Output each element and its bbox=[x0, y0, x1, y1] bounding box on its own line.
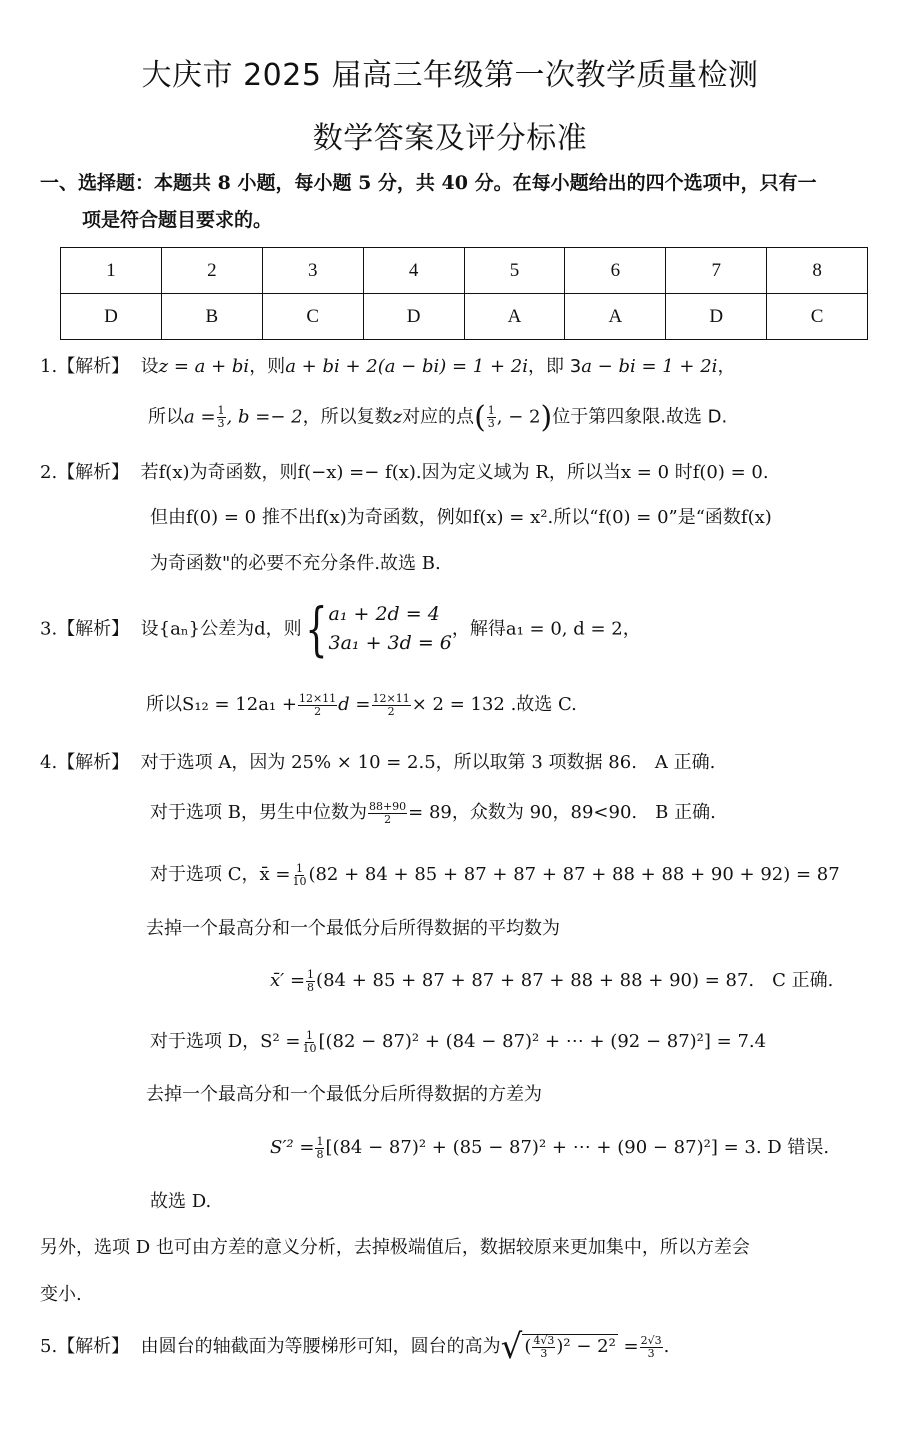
text: ，所以复数 bbox=[302, 406, 393, 428]
analysis-tag: 【解析】 bbox=[57, 356, 130, 377]
radicand bbox=[522, 1334, 617, 1359]
answer-cell: C bbox=[767, 294, 868, 340]
denominator: 3 bbox=[487, 417, 495, 430]
math-expr: z bbox=[392, 406, 403, 428]
question-number-cell: 5 bbox=[464, 248, 565, 294]
denominator: 8 bbox=[307, 980, 315, 994]
solution-2-line-2: 但由f(0) = 0 推不出f(x)为奇函数，例如f(x) = x².所以“f(0) = 0”是“函数f(x) bbox=[150, 507, 772, 528]
equation-system bbox=[329, 600, 452, 659]
solution-2-line-1 bbox=[40, 458, 769, 484]
solution-1-line-1 bbox=[40, 352, 735, 378]
answer-cell: A bbox=[565, 294, 666, 340]
text: 对于选项 C，x̄ = bbox=[150, 864, 291, 885]
math-expr: x̄′ = bbox=[270, 970, 306, 991]
solution-4-line-7: 去掉一个最高分和一个最低分后所得数据的方差为 bbox=[146, 1084, 542, 1105]
numerator: 1 bbox=[295, 861, 303, 875]
solution-number: 4. bbox=[40, 752, 58, 773]
question-number-cell: 2 bbox=[161, 248, 262, 294]
analysis-tag: 【解析】 bbox=[57, 618, 130, 640]
answer-table bbox=[60, 247, 868, 340]
math-expr: a + bi + 2(a − bi) = 1 + 2i bbox=[285, 356, 528, 377]
text: 设{aₙ}公差为d，则 bbox=[140, 618, 302, 640]
question-number-cell: 3 bbox=[262, 248, 363, 294]
answer-cell: D bbox=[363, 294, 464, 340]
left-brace: { bbox=[304, 595, 328, 664]
note-line-2: 变小. bbox=[40, 1284, 82, 1305]
text: 对应的点 bbox=[402, 406, 475, 428]
analysis-tag: 【解析】 bbox=[57, 462, 130, 483]
text: 若f(x)为奇函数，则f(−x) =− f(x).因为定义域为 R，所以当x = 0 时f(0) = 0. bbox=[140, 462, 769, 483]
numerator: 2√3 bbox=[640, 1333, 662, 1347]
numerator: 1 bbox=[307, 967, 315, 981]
section-heading-line1: 一、选择题：本题共 8 小题，每小题 5 分，共 40 分。在每小题给出的四个选项中，只有一 bbox=[40, 172, 817, 194]
solution-4-line-2 bbox=[150, 798, 716, 825]
equation: a₁ + 2d = 4 bbox=[328, 603, 440, 625]
solution-4-line-6 bbox=[150, 1027, 766, 1054]
solution-5-line-1 bbox=[40, 1327, 669, 1367]
denominator: 8 bbox=[316, 1147, 324, 1161]
numerator: 1 bbox=[316, 1134, 324, 1148]
fraction bbox=[372, 693, 411, 717]
math-expr: S′² = bbox=[270, 1137, 315, 1158]
analysis-tag: 【解析】 bbox=[57, 752, 130, 773]
solution-number: 1. bbox=[40, 356, 58, 377]
solution-4-line-8 bbox=[270, 1133, 829, 1160]
numerator: 12×11 bbox=[372, 691, 410, 705]
fraction bbox=[302, 1030, 318, 1054]
math-expr: a − bi = 1 + 2i bbox=[581, 356, 718, 377]
text: ，则 bbox=[249, 356, 286, 377]
text: = 89，众数为 90，89<90. B 正确. bbox=[408, 802, 716, 823]
note-line-1: 另外，选项 D 也可由方差的意义分析，去掉极端值后，数据较原来更加集中，所以方差会 bbox=[40, 1237, 750, 1258]
math-expr: , − 2 bbox=[496, 406, 541, 428]
math-expr: ( bbox=[524, 1336, 532, 1358]
text: 所以S₁₂ = 12a₁ + bbox=[146, 694, 297, 715]
fraction bbox=[487, 405, 496, 429]
denominator: 2 bbox=[314, 704, 322, 718]
numerator: 1 bbox=[306, 1028, 314, 1042]
paren: ) bbox=[540, 400, 553, 435]
answer-cell: A bbox=[464, 294, 565, 340]
text: × 2 = 132 .故选 C. bbox=[411, 694, 577, 715]
math-expr: d = bbox=[338, 694, 371, 715]
denominator: 10 bbox=[302, 1041, 317, 1055]
math-expr: )² − 2² bbox=[556, 1336, 616, 1358]
text: 对于选项 B，男生中位数为 bbox=[150, 802, 367, 823]
document-title: 大庆市 2025 届高三年级第一次教学质量检测 bbox=[141, 58, 759, 93]
solution-4-line-9: 故选 D. bbox=[150, 1191, 212, 1212]
text: 对于选项 A，因为 25% × 10 = 2.5，所以取第 3 项数据 86. A 正确. bbox=[140, 752, 716, 773]
numerator: 4√3 bbox=[533, 1334, 555, 1348]
equals-sign: = bbox=[623, 1336, 639, 1357]
text: [(84 − 87)² + (85 − 87)² + ⋯ + (90 − 87)²] = 3. D 错误. bbox=[325, 1137, 830, 1158]
text: 所以 bbox=[148, 406, 184, 428]
denominator: 10 bbox=[292, 874, 307, 888]
question-number-cell: 7 bbox=[666, 248, 767, 294]
text: 设 bbox=[140, 356, 159, 377]
solution-number: 5. bbox=[40, 1336, 58, 1357]
fraction bbox=[368, 801, 407, 825]
denominator: 3 bbox=[540, 1347, 548, 1360]
section-heading-line2: 项是符合题目要求的。 bbox=[82, 209, 273, 231]
solution-4-line-4: 去掉一个最高分和一个最低分后所得数据的平均数为 bbox=[146, 918, 560, 939]
fraction bbox=[640, 1335, 663, 1359]
solution-4-line-1 bbox=[40, 748, 715, 774]
solution-number: 3. bbox=[40, 618, 58, 640]
numerator: 1 bbox=[217, 404, 225, 418]
solution-2-line-3: 为奇函数"的必要不充分条件.故选 B. bbox=[150, 553, 441, 574]
math-expr: a = bbox=[184, 406, 216, 428]
answer-table-answer-row bbox=[61, 294, 868, 340]
solution-4-line-5 bbox=[270, 966, 833, 993]
text: 位于第四象限.故选 D. bbox=[552, 406, 728, 428]
text: 对于选项 D，S² = bbox=[150, 1031, 301, 1052]
math-expr: z = a + bi bbox=[158, 356, 250, 377]
solution-number: 2. bbox=[40, 462, 58, 483]
text: [(82 − 87)² + (84 − 87)² + ⋯ + (92 − 87)²] = 7.4 bbox=[318, 1031, 767, 1052]
fraction bbox=[217, 405, 226, 429]
answer-cell: B bbox=[161, 294, 262, 340]
equation: 3a₁ + 3d = 6 bbox=[328, 632, 452, 655]
document-subtitle: 数学答案及评分标准 bbox=[312, 121, 588, 156]
radical-sign: √ bbox=[500, 1327, 523, 1367]
fraction bbox=[532, 1335, 555, 1359]
square-root bbox=[501, 1327, 618, 1367]
numerator: 1 bbox=[487, 404, 495, 418]
numerator: 12×11 bbox=[298, 691, 337, 705]
question-number-cell: 8 bbox=[767, 248, 868, 294]
denominator: 2 bbox=[384, 812, 392, 826]
paren: ( bbox=[474, 400, 486, 435]
solution-3-line-1 bbox=[40, 595, 641, 664]
analysis-tag: 【解析】 bbox=[57, 1336, 130, 1357]
question-number-cell: 6 bbox=[565, 248, 666, 294]
question-number-cell: 4 bbox=[363, 248, 464, 294]
answer-cell: D bbox=[666, 294, 767, 340]
text: 由圆台的轴截面为等腰梯形可知，圆台的高为 bbox=[140, 1336, 501, 1357]
answer-table-question-row bbox=[61, 248, 868, 294]
text: (84 + 85 + 87 + 87 + 87 + 88 + 88 + 90) = 87. C 正确. bbox=[316, 970, 834, 991]
text: ， bbox=[717, 356, 736, 377]
fraction bbox=[291, 863, 307, 887]
denominator: 3 bbox=[647, 1346, 655, 1360]
answer-cell: C bbox=[262, 294, 363, 340]
solution-1-line-2 bbox=[148, 400, 727, 435]
text: ，解得a₁ = 0, d = 2， bbox=[451, 618, 641, 640]
fraction bbox=[306, 969, 315, 993]
denominator: 3 bbox=[217, 417, 225, 430]
text: . bbox=[663, 1336, 670, 1357]
solution-3-line-2 bbox=[146, 690, 577, 717]
text: ，即 3 bbox=[528, 356, 582, 377]
numerator: 88+90 bbox=[368, 799, 407, 813]
denominator: 2 bbox=[387, 704, 395, 718]
fraction bbox=[315, 1136, 324, 1160]
solution-4-line-3 bbox=[150, 860, 840, 887]
answer-cell: D bbox=[61, 294, 162, 340]
text: (82 + 84 + 85 + 87 + 87 + 87 + 88 + 88 + 90 + 92) = 87 bbox=[308, 864, 840, 885]
fraction bbox=[298, 693, 337, 717]
math-expr: , b =− 2 bbox=[226, 406, 303, 428]
question-number-cell: 1 bbox=[61, 248, 162, 294]
